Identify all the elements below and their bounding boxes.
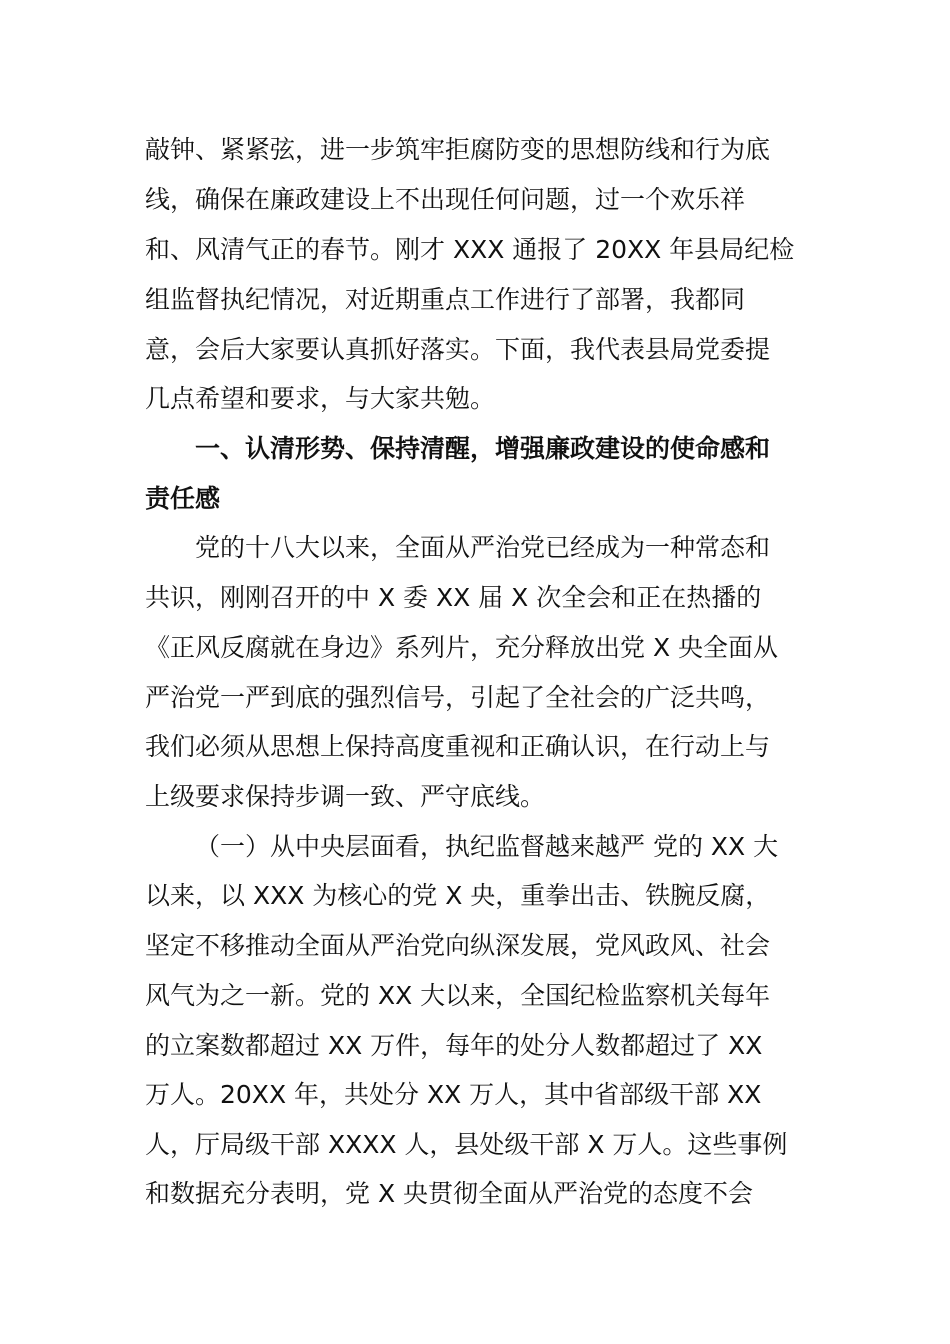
paragraph-line: 共识，刚刚召开的中 X 委 XX 届 X 次全会和正在热播的 — [145, 583, 762, 612]
paragraph-line: 人，厅局级干部 XXXX 人，县处级干部 X 万人。这些事例 — [145, 1130, 788, 1159]
paragraph-line: 和、风清气正的春节。刚才 XXX 通报了 20XX 年县局纪检 — [145, 235, 795, 264]
paragraph-line: 严治党一严到底的强烈信号，引起了全社会的广泛共鸣， — [145, 683, 771, 712]
paragraph-line: 《正风反腐就在身边》系列片，充分释放出党 X 央全面从 — [145, 633, 779, 662]
paragraph-line: 的立案数都超过 XX 万件，每年的处分人数都超过了 XX — [145, 1031, 763, 1060]
paragraph-line: 几点希望和要求，与大家共勉。 — [145, 384, 496, 413]
paragraph-line: 万人。20XX 年，共处分 XX 万人，其中省部级干部 XX — [145, 1080, 762, 1109]
paragraph-line: 以来，以 XXX 为核心的党 X 央，重拳出击、铁腕反腐， — [145, 881, 771, 910]
paragraph-line: 风气为之一新。党的 XX 大以来，全国纪检监察机关每年 — [145, 981, 771, 1010]
paragraph-line: 坚定不移推动全面从严治党向纵深发展，党风政风、社会 — [145, 931, 771, 960]
paragraph-line: 和数据充分表明，党 X 央贯彻全面从严治党的态度不会 — [145, 1179, 754, 1208]
paragraph-line: 上级要求保持步调一致、严守底线。 — [145, 782, 546, 811]
section-heading-line: 责任感 — [145, 484, 221, 513]
paragraph-line: 党的十八大以来，全面从严治党已经成为一种常态和 — [195, 533, 771, 562]
paragraph-line: 组监督执纪情况，对近期重点工作进行了部署，我都同 — [145, 285, 746, 314]
paragraph-line: 我们必须从思想上保持高度重视和正确认识，在行动上与 — [145, 732, 771, 761]
paragraph-line: 线，确保在廉政建设上不出现任何问题，过一个欢乐祥 — [145, 185, 746, 214]
paragraph-line: 意，会后大家要认真抓好落实。下面，我代表县局党委提 — [145, 335, 771, 364]
section-heading-line: 一、认清形势、保持清醒，增强廉政建设的使命感和 — [195, 434, 771, 463]
paragraph-line: 敲钟、紧紧弦，进一步筑牢拒腐防变的思想防线和行为底 — [145, 135, 771, 164]
subsection-line: （一）从中央层面看，执纪监督越来越严 党的 XX 大 — [195, 832, 779, 861]
